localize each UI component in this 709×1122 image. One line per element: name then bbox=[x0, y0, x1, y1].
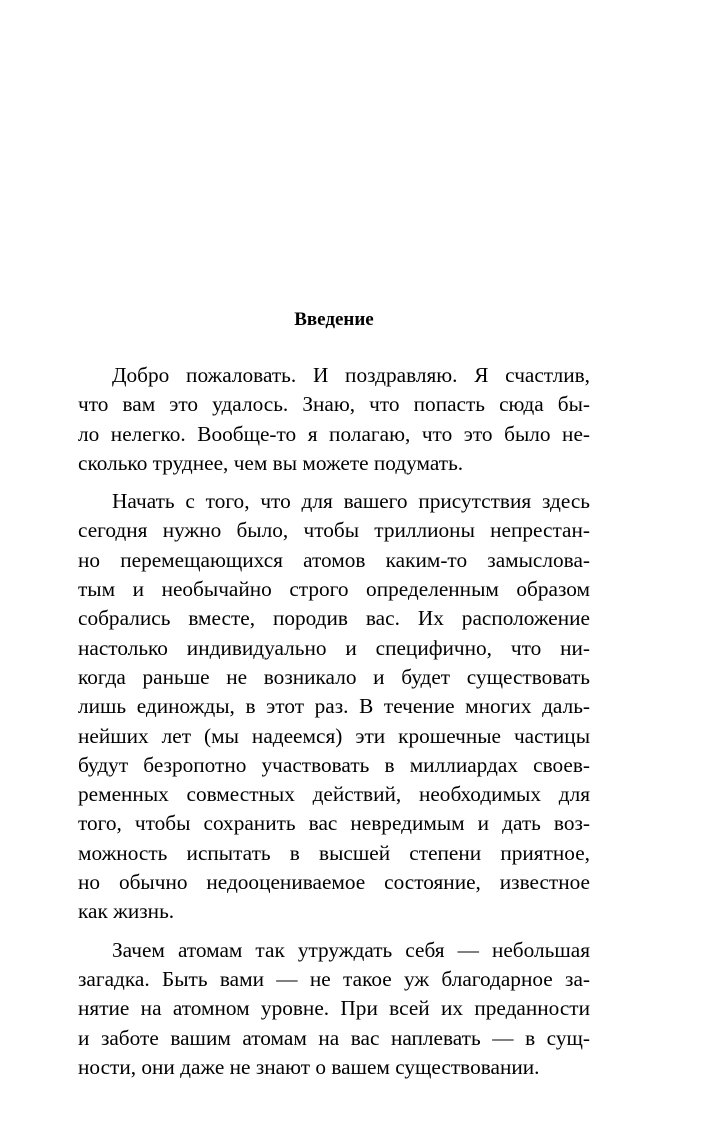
text-line: ременных совместных действий, необходимых для bbox=[78, 782, 590, 807]
chapter-body bbox=[78, 361, 590, 1082]
text-line: загадка. Быть вами — не такое уж благодарное за- bbox=[78, 966, 590, 991]
paragraph-spacer bbox=[78, 927, 590, 936]
text-line: как жизнь. bbox=[78, 899, 175, 924]
text-line: сегодня нужно было, чтобы триллионы непрестан- bbox=[78, 518, 590, 543]
text-line: сколько труднее, чем вы можете подумать. bbox=[78, 450, 464, 475]
text-line: того, чтобы сохранить вас невредимым и дать воз- bbox=[78, 811, 590, 836]
text-line: лишь единожды, в этот раз. В течение многих даль- bbox=[78, 694, 590, 719]
paragraph bbox=[78, 487, 590, 926]
text-line: Начать с того, что для вашего присутствия здесь bbox=[112, 489, 590, 514]
text-line: ности, они даже не знают о вашем существовании. bbox=[78, 1054, 540, 1079]
paragraph-spacer bbox=[78, 478, 590, 487]
text-line: можность испытать в высшей степени приятное, bbox=[78, 840, 590, 865]
text-line: Зачем атомам так утруждать себя — небольшая bbox=[112, 937, 590, 962]
text-line: что вам это удалось. Знаю, что попасть сюда бы- bbox=[78, 392, 590, 417]
paragraph bbox=[78, 936, 590, 1082]
text-line: Добро пожаловать. И поздравляю. Я счастлив, bbox=[112, 363, 590, 387]
text-line: настолько индивидуально и специфично, что ни- bbox=[78, 635, 590, 660]
text-line: тым и необычайно строго определенным образом bbox=[78, 577, 590, 602]
text-line: будут безропотно участвовать в миллиардах своев- bbox=[78, 752, 590, 777]
text-line: нятие на атомном уровне. При всей их преданности bbox=[78, 996, 590, 1021]
text-line: и заботе вашим атомам на вас наплевать — в сущ- bbox=[78, 1025, 590, 1050]
text-line: нейших лет (мы надеемся) эти крошечные частицы bbox=[78, 723, 590, 748]
chapter-heading: Введение bbox=[294, 309, 374, 330]
text-line: когда раньше не возникало и будет существовать bbox=[78, 664, 590, 689]
text-line: собрались вместе, породив вас. Их расположение bbox=[78, 606, 590, 631]
text-line: но обычно недооцениваемое состояние, известное bbox=[78, 870, 590, 895]
text-line: ло нелегко. Вообще-то я полагаю, что это было не- bbox=[78, 421, 590, 446]
text-line: но перемещающихся атомов каким-то замыслова- bbox=[78, 547, 590, 572]
paragraph bbox=[78, 361, 590, 478]
